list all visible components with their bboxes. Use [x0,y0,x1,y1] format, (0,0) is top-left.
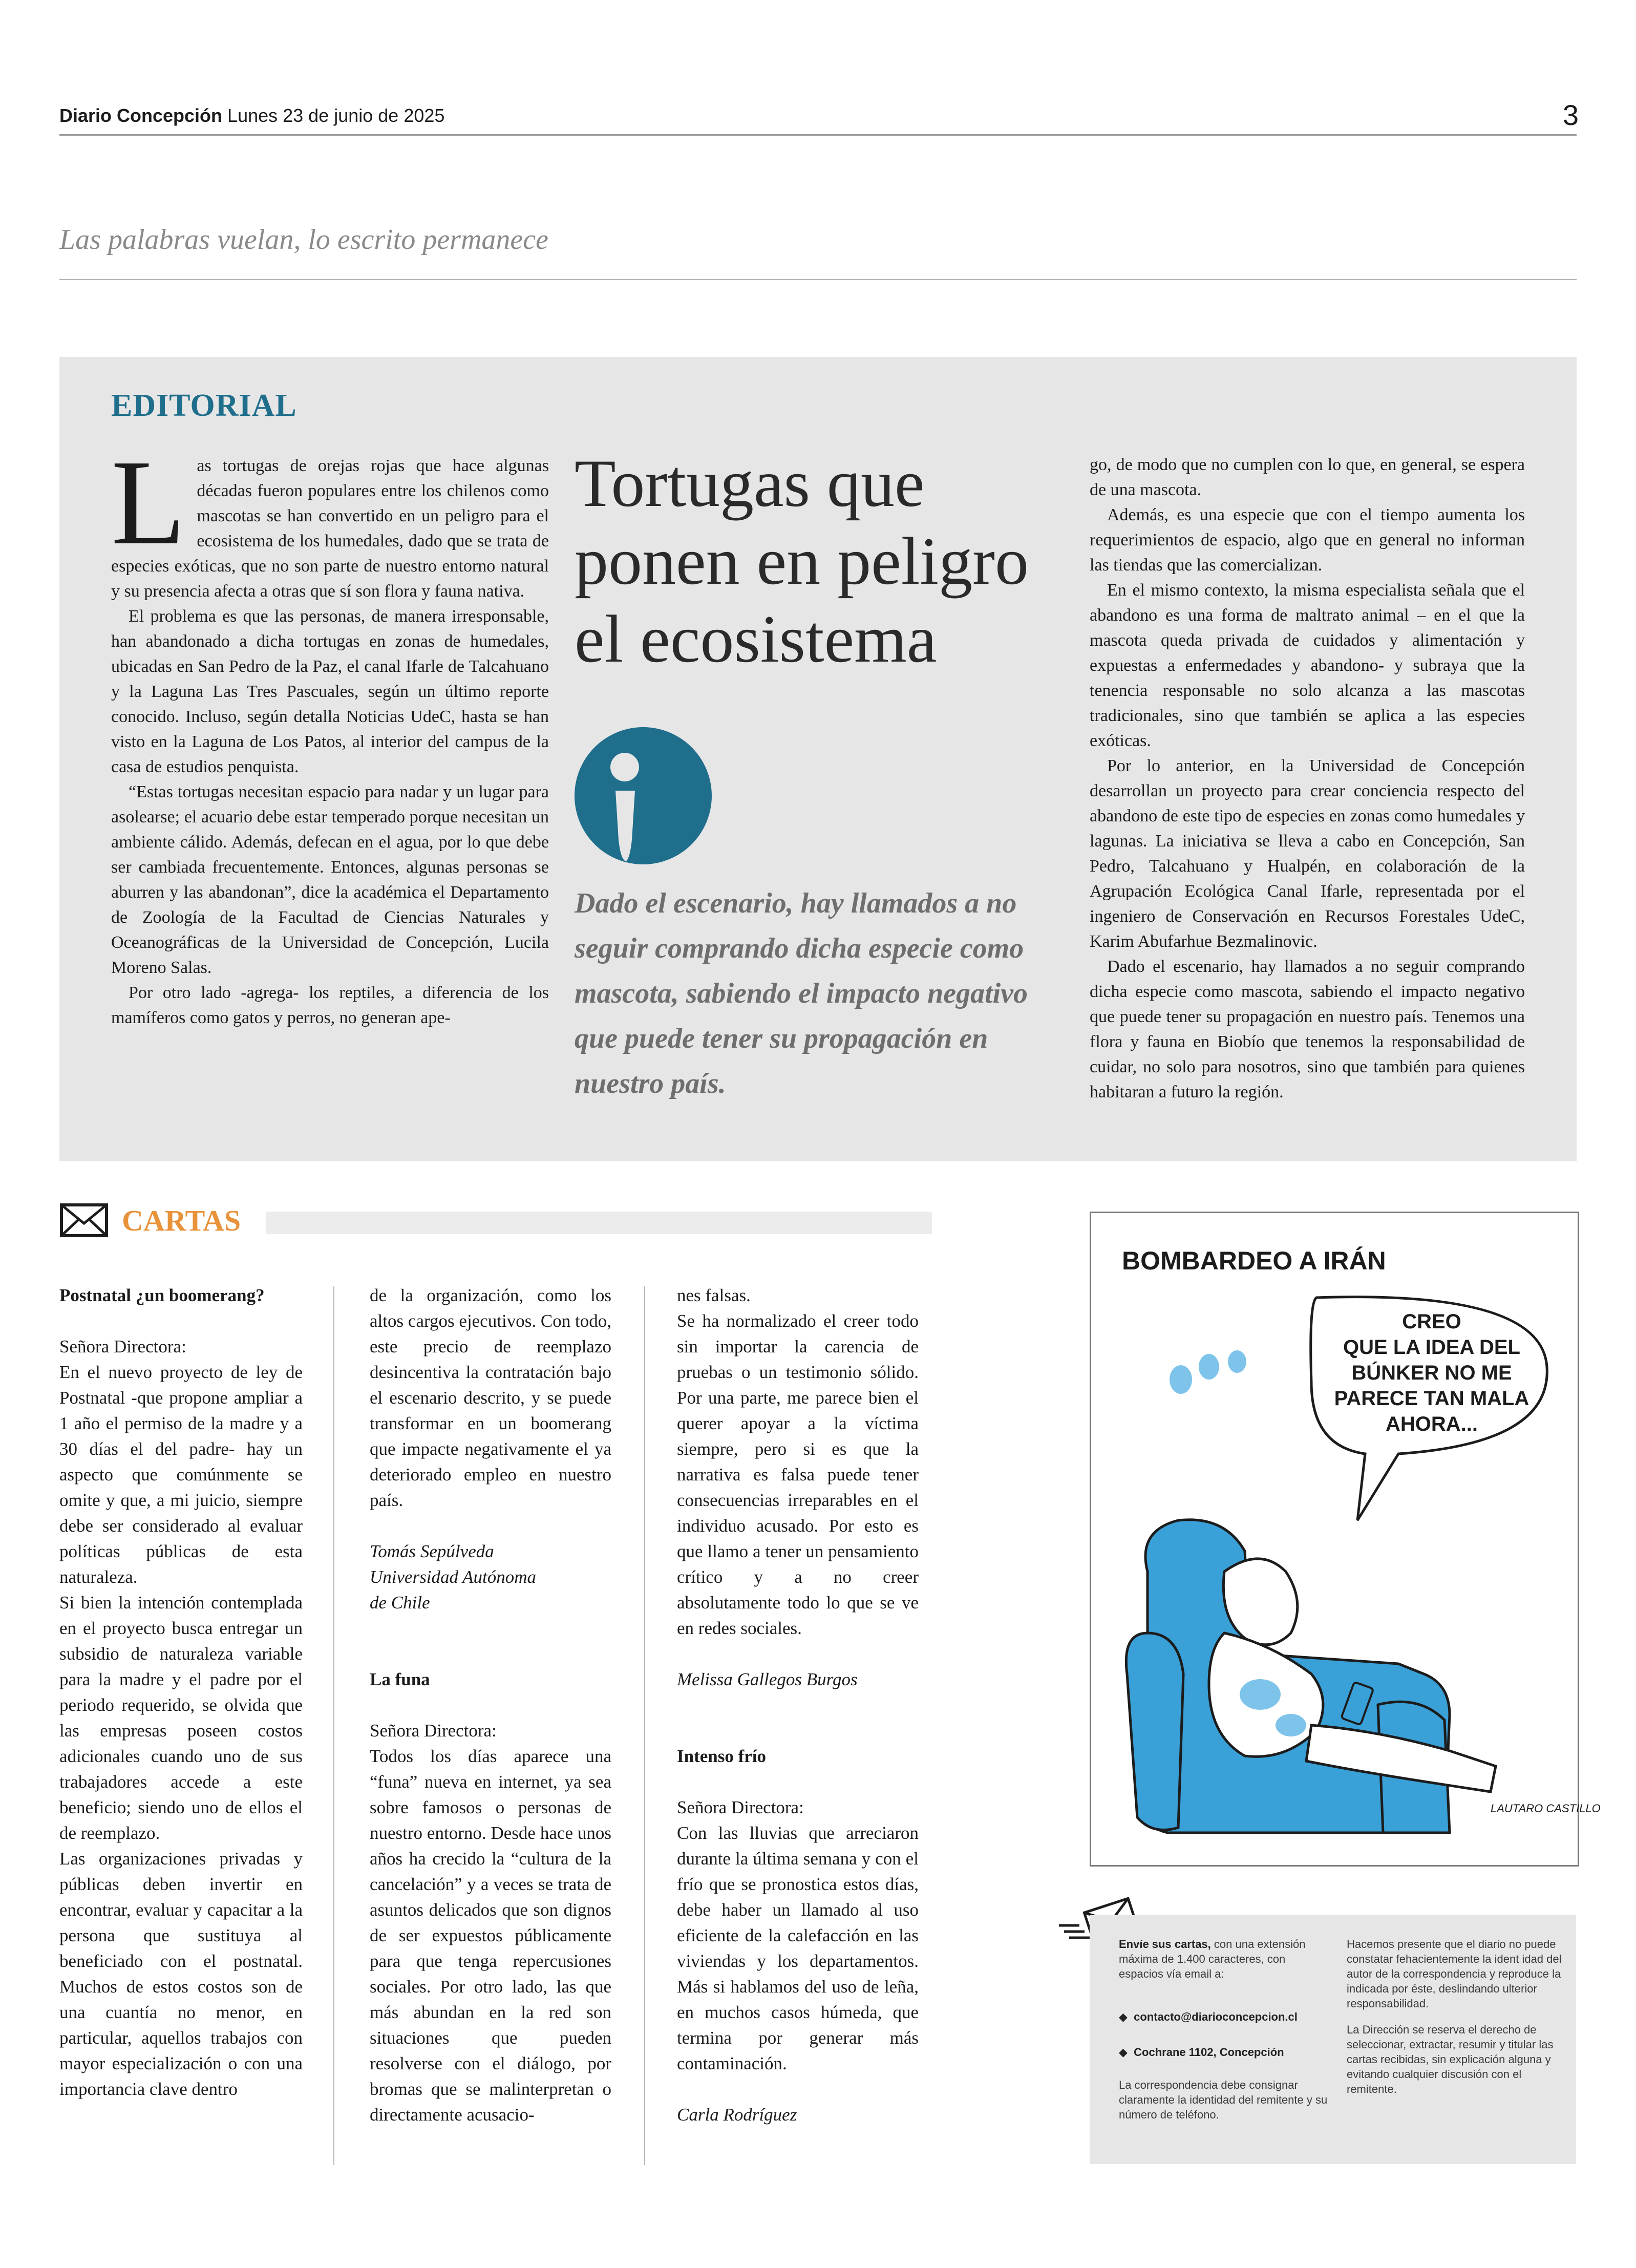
letter-salutation: Señora Directora: [370,1721,497,1741]
column-separator [333,1286,334,2165]
letter-title: Postnatal ¿un boomerang? [59,1285,265,1305]
tagline: Las palabras vuelan, lo escrito permanece [59,224,548,256]
editorial-paragraph: Dado el escenario, hay llamados a no seguir comprando dicha especie como mascota, sabiendo el impacto negativo que puede tener su propagación en nuestro país. Tenemos una flora y fauna en Biobío que tenemos la responsabilidad de cuidar, no solo para nosotros, sino que también para quienes habitaran a futuro la región. [1090,957,1525,1101]
letter-signature: Carla Rodríguez [677,2105,797,2125]
submission-info-right [1347,1937,1562,2096]
page-header [59,105,444,126]
letter-body: Se ha normalizado el creer todo sin importar la carencia de pruebas o un testimonio sólido. Por una parte, me parece bien el querer apoyar a la víctima siempre, pero si es que la narrativa es falsa puede tener consecuencias irreparables en el individuo acusado. Por esto es que llamo a tener un pensamiento crítico y a no creer absolutamente todo lo que se ve en redes sociales. [677,1311,919,1638]
letters-column-3 [677,1283,919,2128]
letter-signature: Tomás Sepúlveda [370,1541,494,1561]
editorial-column-1 [111,435,549,1030]
tagline-rule [59,279,1577,280]
editorial-headline: Tortugas que ponen en peligro el ecosistema [575,446,1029,676]
speech-line: CREO [1402,1310,1461,1333]
contact-email[interactable]: contacto@diarioconcepcion.cl [1134,2010,1298,2023]
cartoon-panel [1090,1212,1601,1867]
speech-line: QUE LA IDEA DEL [1343,1336,1520,1359]
letters-column-1 [59,1283,303,2102]
column-separator [644,1286,645,2165]
letter-title: Intenso frío [677,1746,767,1766]
editorial-paragraph: as tortugas de orejas rojas que hace algunas décadas fueron populares entre los chilenos como mascotas se han convertido en un peligro para el ecosistema de los humedales, dado que se trata de especies exóticas, que no son parte de nuestro entorno natural y su presencia afecta a otras que sí son flora y fauna nativa. [111,456,549,601]
artist-signature: LAUTARO CASTILLO [1491,1802,1601,1815]
letter-body: nes falsas. [677,1285,751,1305]
cartoon-drawing [1091,1213,1601,1865]
letter-title: La funa [370,1669,430,1689]
letter-salutation: Señora Directora: [677,1797,804,1817]
letters-column-2 [370,1283,611,2128]
cartoon-title: BOMBARDEO A IRÁN [1122,1246,1386,1275]
pull-quote: Dado el escenario, hay llamados a no seguir comprando dicha especie como mascota, sabiendo el impacto negativo que puede tener su propagación en nuestro país. [575,887,1028,1099]
editorial-label: EDITORIAL [111,388,297,423]
cartas-bar [266,1212,932,1234]
letter-salutation: Señora Directora: [59,1337,186,1356]
submission-note: La Dirección se reserva el derecho de seleccionar, extractar, resumir y titular las cartas recibidas, sin explicación alguna y evitando cualquier discusión con el remitente. [1347,2023,1554,2095]
info-icon [575,727,712,864]
editorial-paragraph: Además, es una especie que con el tiempo aumenta los requerimientos de espacio, algo que en general no informan las tiendas que las comercializan. [1090,505,1525,575]
editorial-paragraph: go, de modo que no cumplen con lo que, en general, se espera de una mascota. [1090,455,1525,499]
editorial-paragraph: Por otro lado -agrega- los reptiles, a diferencia de los mamíferos como gatos y perros, no generan ape- [111,983,549,1027]
envelope-icon [59,1203,109,1238]
page-number: 3 [1562,99,1579,131]
drop-cap: L [111,435,186,570]
publication-name: Diario Concepción [59,105,223,126]
letter-body: En el nuevo proyecto de ley de Postnatal -que propone ampliar a 1 año el permiso de la madre y a 30 días el del padre- hay un aspecto que comúnmente se omite y que, a mi juicio, siempre debe ser considerado al evaluar políticas públicas de esta naturaleza. [59,1362,303,1587]
letter-body: de la organización, como los altos cargos ejecutivos. Con todo, este precio de reemplazo desincentiva la contratación bajo el escenario descrito, y se puede transformar en un boomerang que impacte negativamente el ya deteriorado empleo en nuestro país. [370,1285,611,1510]
letter-body: Todos los días aparece una “funa” nueva en internet, ya sea sobre famosos o personas de nuestro entorno. Desde hace unos años ha crecido la “cultura de la cancelación” y a veces se trata de asuntos delicados que son dignos de ser expuestos públicamente para que tenga repercusiones sociales. Por otro lado, las que más abundan en la red son situaciones que pueden resolverse con el diálogo, por bromas que se malinterpretan o directamente acusacio- [370,1746,611,2125]
header-rule [59,134,1577,136]
cartas-label: CARTAS [122,1204,241,1237]
letter-signature: Melissa Gallegos Burgos [677,1669,858,1689]
speech-line: AHORA... [1386,1413,1478,1435]
letter-signature: Universidad Autónoma [370,1567,537,1587]
editorial-paragraph: En el mismo contexto, la misma especialista señala que el abandono es una forma de maltrato animal – en el que la mascota queda privada de cuidados y alimentación y expuestas a enfermedades y abandono- y subraya que la tenencia responsable no solo alcanza a las mascotas tradicionales, sino que también se aplica a las especies exóticas. [1090,581,1525,750]
letter-body: Con las lluvias que arreciaron durante la última semana y con el frío que se pronostica estos días, debe haber un llamado al uso eficiente de la calefacción en las viviendas y los departamentos. Más si hablamos del uso de leña, en muchos casos húmeda, que termina por generar más contaminación. [677,1823,919,2073]
submission-lead: con una extensión máxima de 1.400 caracteres, con espacios vía email a: [1119,1938,1306,1980]
speech-line: PARECE TAN MALA [1334,1387,1529,1410]
contact-address: Cochrane 1102, Concepción [1134,2046,1284,2059]
editorial-paragraph: El problema es que las personas, de manera irresponsable, han abandonado a dicha tortugas en zonas de humedales, ubicadas en San Pedro de la Paz, el canal Ifarle de Talcahuano y la Laguna Las Tres Pascuales, según un último reporte conocido. Incluso, según detalla Noticias UdeC, hasta se han visto en la Laguna de Los Patos, al interior del campus de la casa de estudios penquista. [111,607,549,776]
submission-lead-bold: Envíe sus cartas, [1119,1938,1211,1951]
submission-note: Hacemos presente que el diario no puede constatar fehacientemente la ident idad del autor de la correspondencia y reproduce la indicada por éste, deslindando ulterior responsabilidad. [1347,1938,1562,2010]
submission-info-left [1119,1937,1329,2122]
letter-body: Si bien la intención contemplada en el proyecto busca entregar un subsidio de naturaleza variable para la madre y el padre por el periodo requerido, se olvida que las empresas poseen costos adicionales cuando uno de sus trabajadores accede a este beneficio; siendo uno de ellos el de reemplazo. [59,1593,303,1843]
letter-body: Las organizaciones privadas y públicas deben invertir en encontrar, evaluar y capacitar a la persona que sustituya al beneficiado con el postnatal. Muchos de estos costos son de una cuantía no menor, en particular, aquellos trabajos con mayor especialización o con una importancia clave dentro [59,1849,303,2099]
speech-line: BÚNKER NO ME [1351,1362,1512,1384]
bullet-diamond-icon: ◆ [1119,2046,1128,2059]
letter-signature: de Chile [370,1593,430,1613]
submission-note: La correspondencia debe consignar claramente la identidad del remitente y su número de teléfono. [1119,2079,1328,2121]
bullet-diamond-icon: ◆ [1119,2010,1128,2023]
editorial-column-3 [1090,452,1525,1105]
editorial-paragraph: “Estas tortugas necesitan espacio para nadar y un lugar para asolearse; el acuario debe estar temperado porque necesitan un ambiente cálido. Además, defecan en el agua, por lo que debe ser cambiada frecuentemente. Entonces, algunas personas se aburren y las abandonan”, dice la académica el Departamento de Zoología de la Facultad de Ciencias Naturales y Oceanográficas de la Universidad de Concepción, Lucila Moreno Salas. [111,782,549,977]
editorial-paragraph: Por lo anterior, en la Universidad de Concepción desarrollan un proyecto para crear conciencia respecto del abandono de este tipo de especies en zonas como humedales y lagunas. La iniciativa se lleva a cabo en Concepción, San Pedro, Talcahuano y Hualpén, en colaboración de la Agrupación Ecológica Canal Ifarle, representada por el ingeniero de Conservación en Recursos Forestales UdeC, Karim Abufarhue Bezmalinovic. [1090,756,1525,951]
publication-date: Lunes 23 de junio de 2025 [227,105,445,126]
